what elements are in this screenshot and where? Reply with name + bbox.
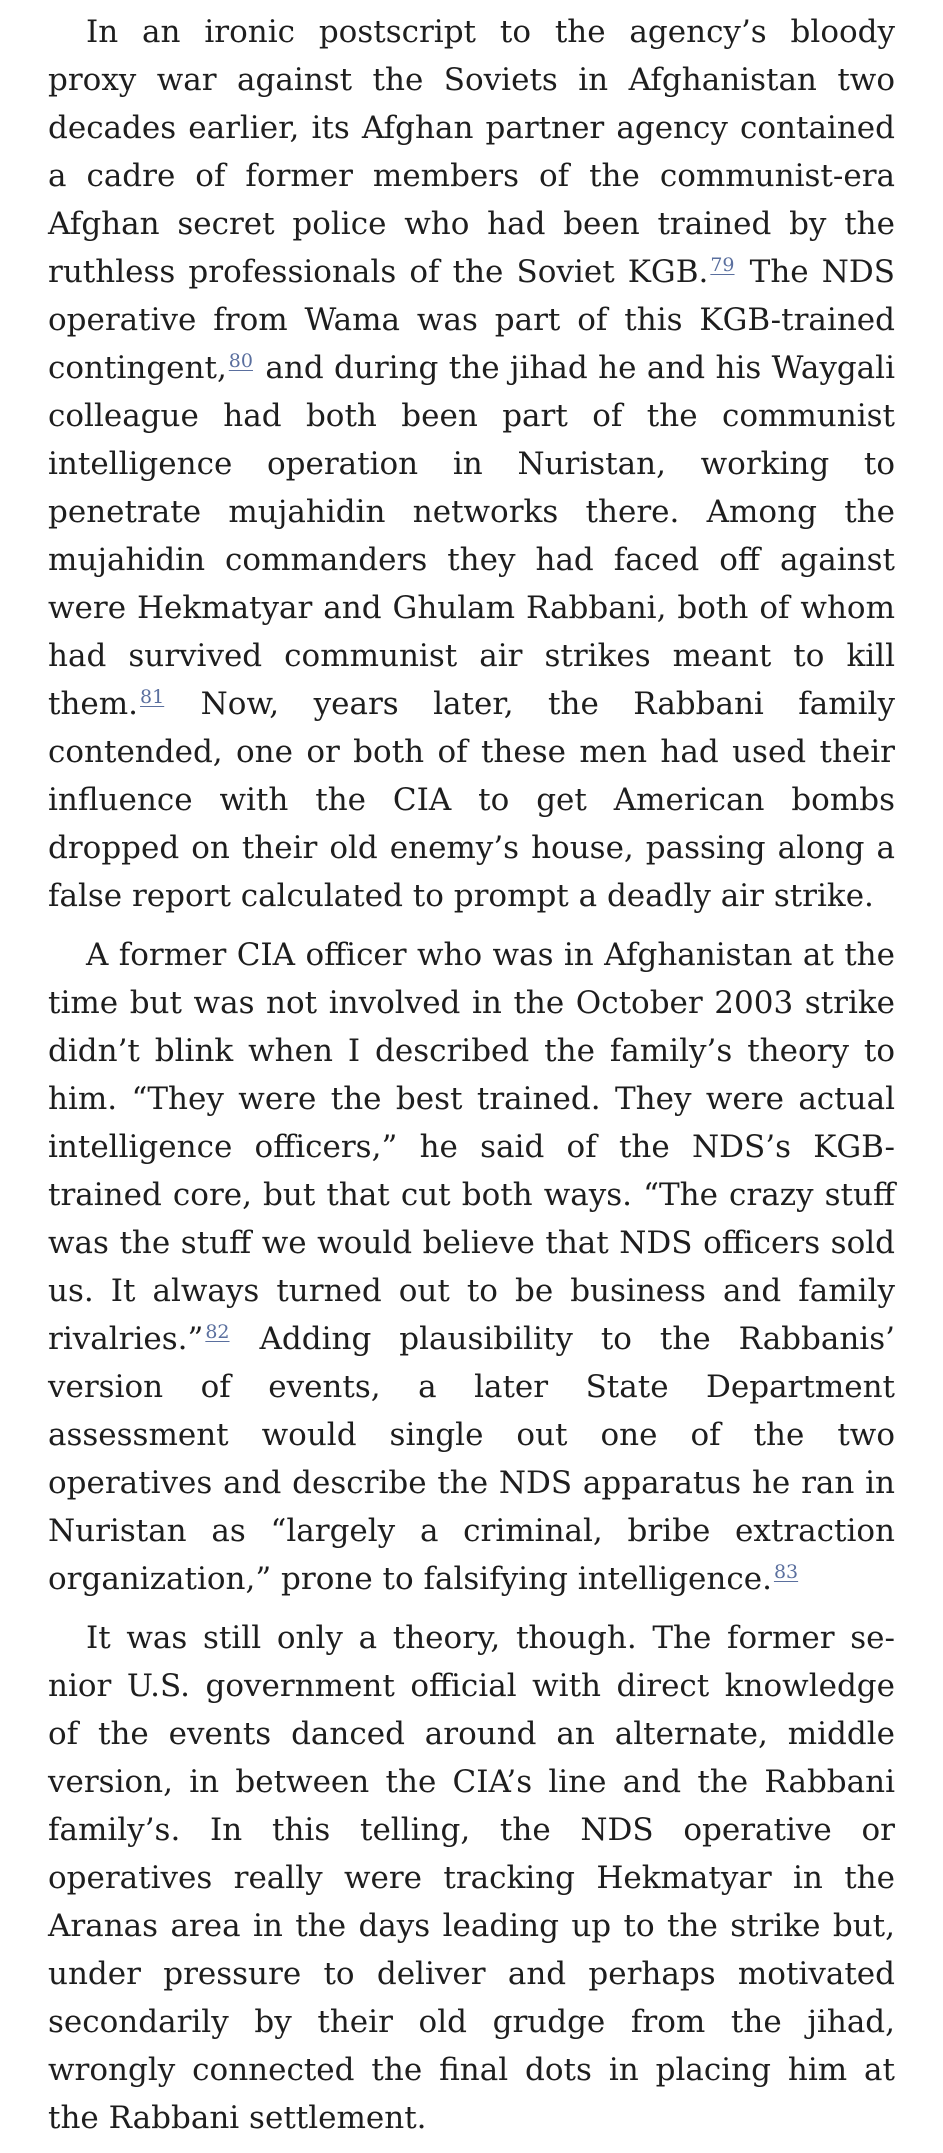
- text-run: A former CIA officer who was in Afghanistan at the time but was not involved in the October 2003 strike didn’t blink when I described the family’s theory to him. “They were the best trained. They were actual intelligence officers,” he said of the NDS’s KGB-trained core, but that cut both ways. “The crazy stuff was the stuff we would believe that NDS officers sold us. It always turned out to be business and family rivalries.”: [48, 937, 895, 1357]
- text-run: In an ironic postscript to the agency’s bloody proxy war against the Soviets in Afghanistan two decades earlier, its Afghan partner agency contained a cadre of former members of the communist-era Afghan secret police who had been trained by the ruthless professionals of the Soviet KGB.: [48, 14, 895, 290]
- footnote-ref-82[interactable]: 82: [205, 1321, 230, 1343]
- paragraph-3: [48, 1614, 895, 2142]
- footnote-ref-81[interactable]: 81: [140, 686, 165, 708]
- footnote-ref-83[interactable]: 83: [773, 1561, 799, 1583]
- text-run: The NDS operative from Wama was part of this KGB-trained contingent,: [48, 254, 895, 386]
- book-page: [48, 8, 895, 2153]
- paragraph-2: [48, 931, 895, 1603]
- text-run: It was still only a theory, though. The former senior U.S. government official with direct knowledge of the events danced around an alternate, middle version, in between the CIA’s line and the Rabbani family’s. In this telling, the NDS operative or operatives really were tracking Hekmatyar in the Aranas area in the days leading up to the strike but, under pressure to deliver and perhaps motivated secondarily by their old grudge from the jihad, wrongly connected the final dots in placing him at the Rabbani settlement.: [48, 1620, 895, 2136]
- paragraph-1: [48, 8, 895, 920]
- text-run: and during the jihad he and his Waygali colleague had both been part of the communist intelligence operation in Nuristan, working to penetrate mujahidin networks there. Among the mujahidin commanders they had faced off against were Hekmatyar and Ghulam Rabbani, both of whom had survived communist air strikes meant to kill them.: [48, 350, 895, 722]
- text-run: Now, years later, the Rabbani family contended, one or both of these men had used their influence with the CIA to get American bombs dropped on their old enemy’s house, passing along a false report calculated to prompt a deadly air strike.: [48, 686, 895, 914]
- footnote-ref-79[interactable]: 79: [710, 254, 735, 276]
- text-run: Adding plausibility to the Rabbanis’ version of events, a later State Department assessment would single out one of the two operatives and describe the NDS apparatus he ran in Nuristan as “largely a criminal, bribe extraction organization,” prone to falsifying intelligence.: [48, 1321, 895, 1597]
- footnote-ref-80[interactable]: 80: [228, 350, 253, 372]
